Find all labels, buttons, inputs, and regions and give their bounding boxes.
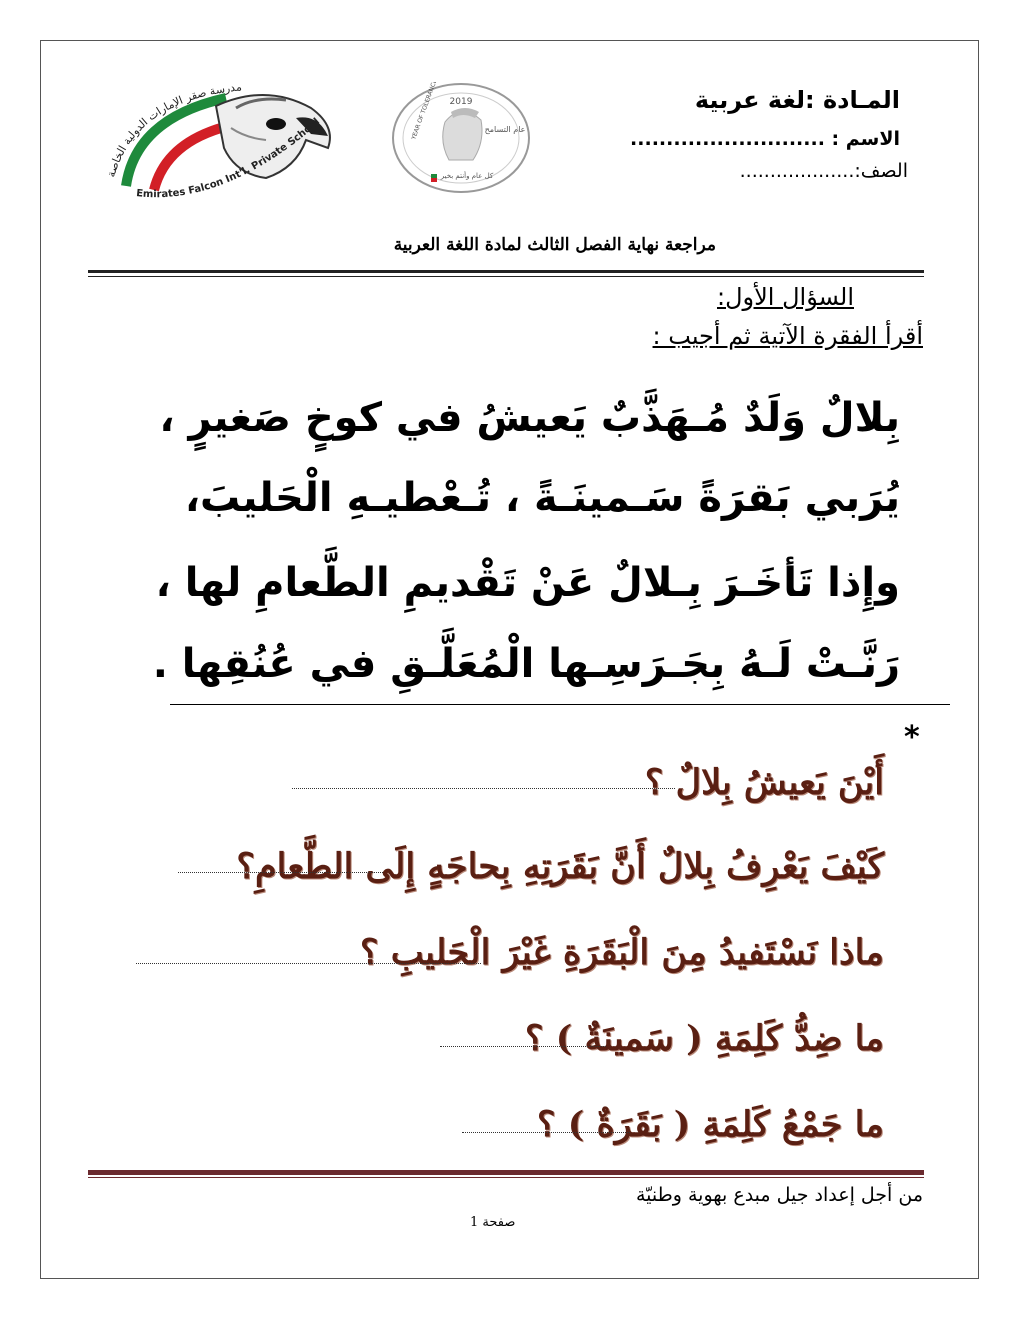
- school-logo: [96, 78, 354, 204]
- student-class-field[interactable]: الصف:...................: [739, 160, 908, 182]
- document-title: مراجعة نهاية الفصل الثالث لمادة اللغة العربية: [393, 235, 716, 255]
- footer-divider-thin: [88, 1177, 924, 1178]
- paragraph-divider: [170, 704, 950, 705]
- question-item: ماذا نَسْتَفيدُ مِنَ الْبَقَرَةِ غَيْرَ الْحَليبِ ؟: [360, 932, 884, 973]
- student-name-field[interactable]: الاسم : ...........................: [630, 128, 900, 150]
- page-number: صفحة 1: [470, 1215, 516, 1230]
- answer-line[interactable]: [136, 962, 481, 964]
- footer-divider: [88, 1170, 924, 1175]
- answer-line[interactable]: [462, 1131, 630, 1133]
- question-item: ما ضِدُّ كَلِمَةِ ( سَمينَةٌ ) ؟: [524, 1018, 884, 1059]
- tolerance-slogan: كل عام وأنتم بخير: [440, 172, 494, 180]
- asterisk-marker: *: [904, 720, 920, 755]
- question-item: ما جَمْعُ كَلِمَةِ ( بَقَرَةٌ ) ؟: [536, 1104, 884, 1145]
- question-1-title: السؤال الأول:: [717, 283, 854, 311]
- answer-line[interactable]: [178, 871, 383, 873]
- tolerance-logo: [385, 82, 537, 194]
- subject-label: المـادة :لغة عربية: [694, 86, 900, 114]
- footer-motto: من أجل إعداد جيل مبدع بهوية وطنيّة: [636, 1184, 923, 1206]
- question-1-instruction: أقرأ الفقرة الآتية ثم أجيب :: [652, 322, 923, 350]
- tolerance-year: 2019: [449, 97, 473, 107]
- answer-line[interactable]: [440, 1045, 606, 1047]
- school-name-en: Emirates Falcon Int'l. Private School: [135, 116, 323, 201]
- header-divider: [88, 270, 924, 273]
- school-name-ar: مدرسة صقر الإمارات الدولية الخاصة: [104, 80, 243, 179]
- tolerance-en: YEAR OF TOLERANCE: [410, 82, 439, 141]
- question-item: أَيْنَ يَعيشُ بِلالٌ ؟: [644, 762, 884, 803]
- tolerance-ar: عام التسامح: [484, 125, 526, 134]
- question-item: كَيْفَ يَعْرِفُ بِلالٌ أَنَّ بَقَرَتِهِ بِحاجَهٍ إِلَى الطَّعامِ؟: [236, 846, 884, 887]
- answer-line[interactable]: [292, 787, 675, 789]
- paragraph-line: وإِذا تَأخَـرَ بِـلالٌ عَنْ تَقْديمِ الطَّعامِ لها ،: [155, 560, 900, 606]
- paragraph-line: بِلالٌ وَلَدٌ مُـهَذَّبٌ يَعيشُ في كوخٍ صَغيرٍ ،: [159, 395, 900, 441]
- paragraph-line: يُرَبي بَقرَةً سَـمينَـةً ، تُـعْطيـهِ الْحَليبَ،: [184, 475, 900, 521]
- header-divider-thin: [88, 276, 924, 277]
- paragraph-line: رَنَّـتْ لَـهُ بِجَـرَسِـها الْمُعَلَّـقِ في عُنُقِها .: [152, 641, 900, 687]
